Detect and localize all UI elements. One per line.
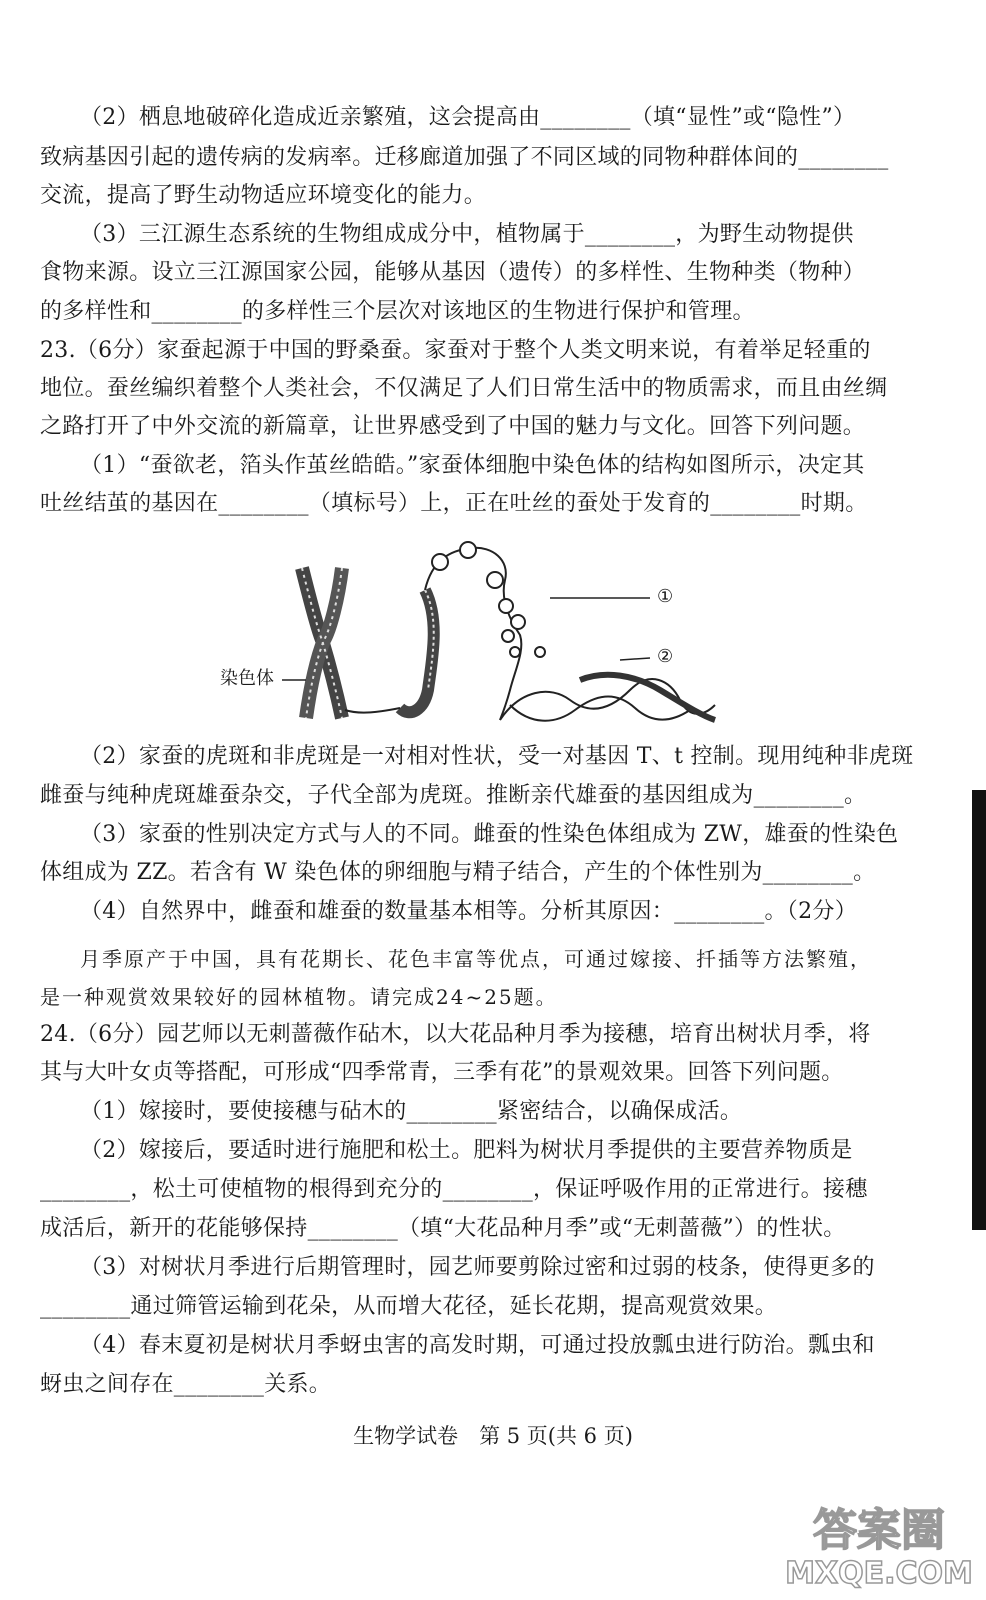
nucleosome-beads	[432, 542, 545, 657]
text-line: 成活后，新开的花能够保持________（填“大花品种月季”或“无刺蔷薇”）的性状。	[40, 1216, 846, 1241]
label-chromosome: 染色体	[220, 668, 274, 689]
page-footer: 生物学试卷 第 5 页(共 6 页)	[353, 1424, 633, 1448]
text-line: ________，松土可使植物的根得到充分的________，保证呼吸作用的正常进行。接穗	[40, 1177, 868, 1202]
text-line: （2）家蚕的虎斑和非虎斑是一对相对性状，受一对基因 T、t 控制。现用纯种非虎斑	[80, 744, 914, 769]
label-2: ②	[657, 646, 674, 667]
chromosome-shape	[302, 568, 342, 718]
watermark-top-text: 答案圈	[813, 1505, 945, 1556]
text-line: （3）家蚕的性别决定方式与人的不同。雌蚕的性染色体组成为 ZW，雄蚕的性染色	[80, 822, 899, 847]
watermark-bottom-text: MXQE.COM	[785, 1556, 973, 1591]
intro-text: 是一种观赏效果较好的园林植物。请完成24~25题。	[40, 985, 558, 1009]
text-line: 地位。蚕丝编织着整个人类社会，不仅满足了人们日常生活中的物质需求，而且由丝绸	[40, 376, 888, 401]
text-line: 吐丝结茧的基因在________（填标号）上，正在吐丝的蚕处于发育的________时期。	[40, 491, 868, 516]
text-line: （2）嫁接后，要适时进行施肥和松土。肥料为树状月季提供的主要营养物质是	[80, 1138, 853, 1163]
text-line: （2）栖息地破碎化造成近亲繁殖，这会提高由________（填“显性”或“隐性”）	[80, 105, 856, 130]
question-23-heading: 23.（6分）家蚕起源于中国的野桑蚕。家蚕对于整个人类文明来说，有着举足轻重的	[40, 338, 871, 363]
text-line: ________通过筛管运输到花朵，从而增大花径，延长花期，提高观赏效果。	[40, 1294, 778, 1319]
watermark-logo	[784, 1497, 974, 1592]
text-line: 的多样性和________的多样性三个层次对该地区的生物进行保护和管理。	[40, 299, 755, 324]
text-line: 雌蚕与纯种虎斑雄蚕杂交，子代全部为虎斑。推断亲代雄蚕的基因组成为________。	[40, 783, 867, 808]
dna-double-helix	[500, 675, 715, 721]
text-line: （1）嫁接时，要使接穗与砧木的________紧密结合，以确保成活。	[80, 1099, 743, 1124]
text-line: 食物来源。设立三江源国家公园，能够从基因（遗传）的多样性、生物种类（物种）	[40, 260, 866, 285]
text-line: （3）对树状月季进行后期管理时，园艺师要剪除过密和过弱的枝条，使得更多的	[80, 1255, 875, 1280]
text-line: 其与大叶女贞等搭配，可形成“四季常青，三季有花”的景观效果。回答下列问题。	[40, 1060, 844, 1085]
pointer-line-2	[620, 658, 650, 660]
scan-edge	[972, 790, 986, 1230]
text-line: （1）“蚕欲老，箔头作茧丝皓皓。”家蚕体细胞中染色体的结构如图所示，决定其	[80, 453, 865, 478]
text-line: （3）三江源生态系统的生物组成成分中，植物属于________，为野生动物提供	[80, 222, 854, 247]
text-line: 交流，提高了野生动物适应环境变化的能力。	[40, 183, 487, 208]
text-line: 之路打开了中外交流的新篇章，让世界感受到了中国的魅力与文化。回答下列问题。	[40, 414, 866, 439]
text-line: （4）春末夏初是树状月季蚜虫害的高发时期，可通过投放瓢虫进行防治。瓢虫和	[80, 1333, 875, 1358]
text-line: 体组成为 ZZ。若含有 W 染色体的卵细胞与精子结合，产生的个体性别为________。	[40, 860, 876, 885]
question-24-heading: 24.（6分）园艺师以无刺蔷薇作砧木，以大花品种月季为接穗，培育出树状月季，将	[40, 1022, 871, 1047]
text-line: 蚜虫之间存在________关系。	[40, 1372, 332, 1397]
label-1: ①	[657, 586, 674, 607]
intro-text: 月季原产于中国，具有花期长、花色丰富等优点，可通过嫁接、扦插等方法繁殖，	[80, 947, 872, 971]
chromosome-figure	[210, 540, 730, 740]
text-line: （4）自然界中，雌蚕和雄蚕的数量基本相等。分析其原因：________。（2分）	[80, 899, 857, 924]
text-line: 致病基因引起的遗传病的发病率。迁移廊道加强了不同区域的同物种群体间的________	[40, 145, 889, 170]
